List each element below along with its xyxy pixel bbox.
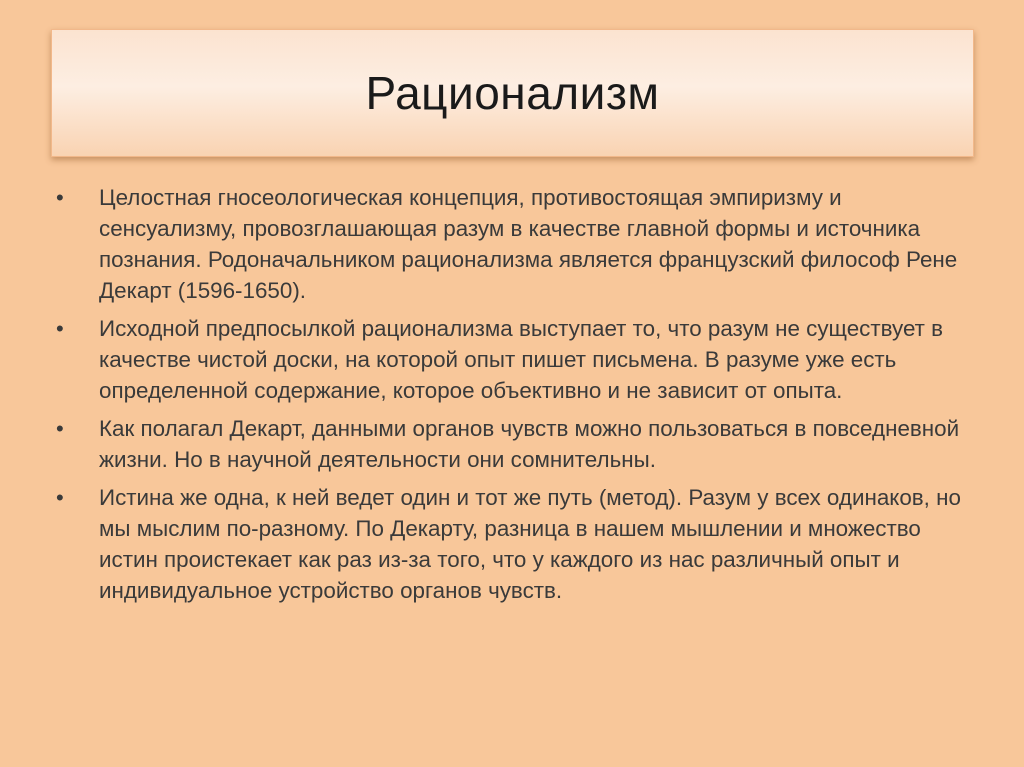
bullet-text: Целостная гносеологическая концепция, противостоящая эмпиризму и сенсуализму, провозглашающая разум в качестве главной формы и источника познания. Родоначальником рационализма является французский философ Рене Декарт (1596-1650). [99,185,958,303]
bullet-item [52,313,972,406]
bullet-marker: • [56,416,64,441]
bullet-text: Истина же одна, к ней ведет один и тот же путь (метод). Разум у всех одинаков, но мы мыслим по-разному. По Декарту, разница в нашем мышлении и множество истин проистекает как раз из-за того, что у каждого из нас различный опыт и индивидуальное устройство органов чувств. [99,485,961,603]
bullet-item [52,482,972,606]
title-box [51,29,974,157]
bullet-item [52,182,972,306]
bullet-marker: • [56,485,64,510]
bullet-text: Как полагал Декарт, данными органов чувств можно пользоваться в повседневной жизни. Но в научной деятельности они сомнительны. [99,416,960,472]
bullet-marker: • [56,185,64,210]
bullet-item [52,413,972,475]
slide-title: Рационализм [365,67,660,119]
bullet-list [52,182,972,613]
bullet-marker: • [56,316,64,341]
bullet-text: Исходной предпосылкой рационализма выступает то, что разум не существует в качестве чистой доски, на которой опыт пишет письмена. В разуме уже есть определенной содержание, которое объективно и не зависит от опыта. [99,316,944,403]
